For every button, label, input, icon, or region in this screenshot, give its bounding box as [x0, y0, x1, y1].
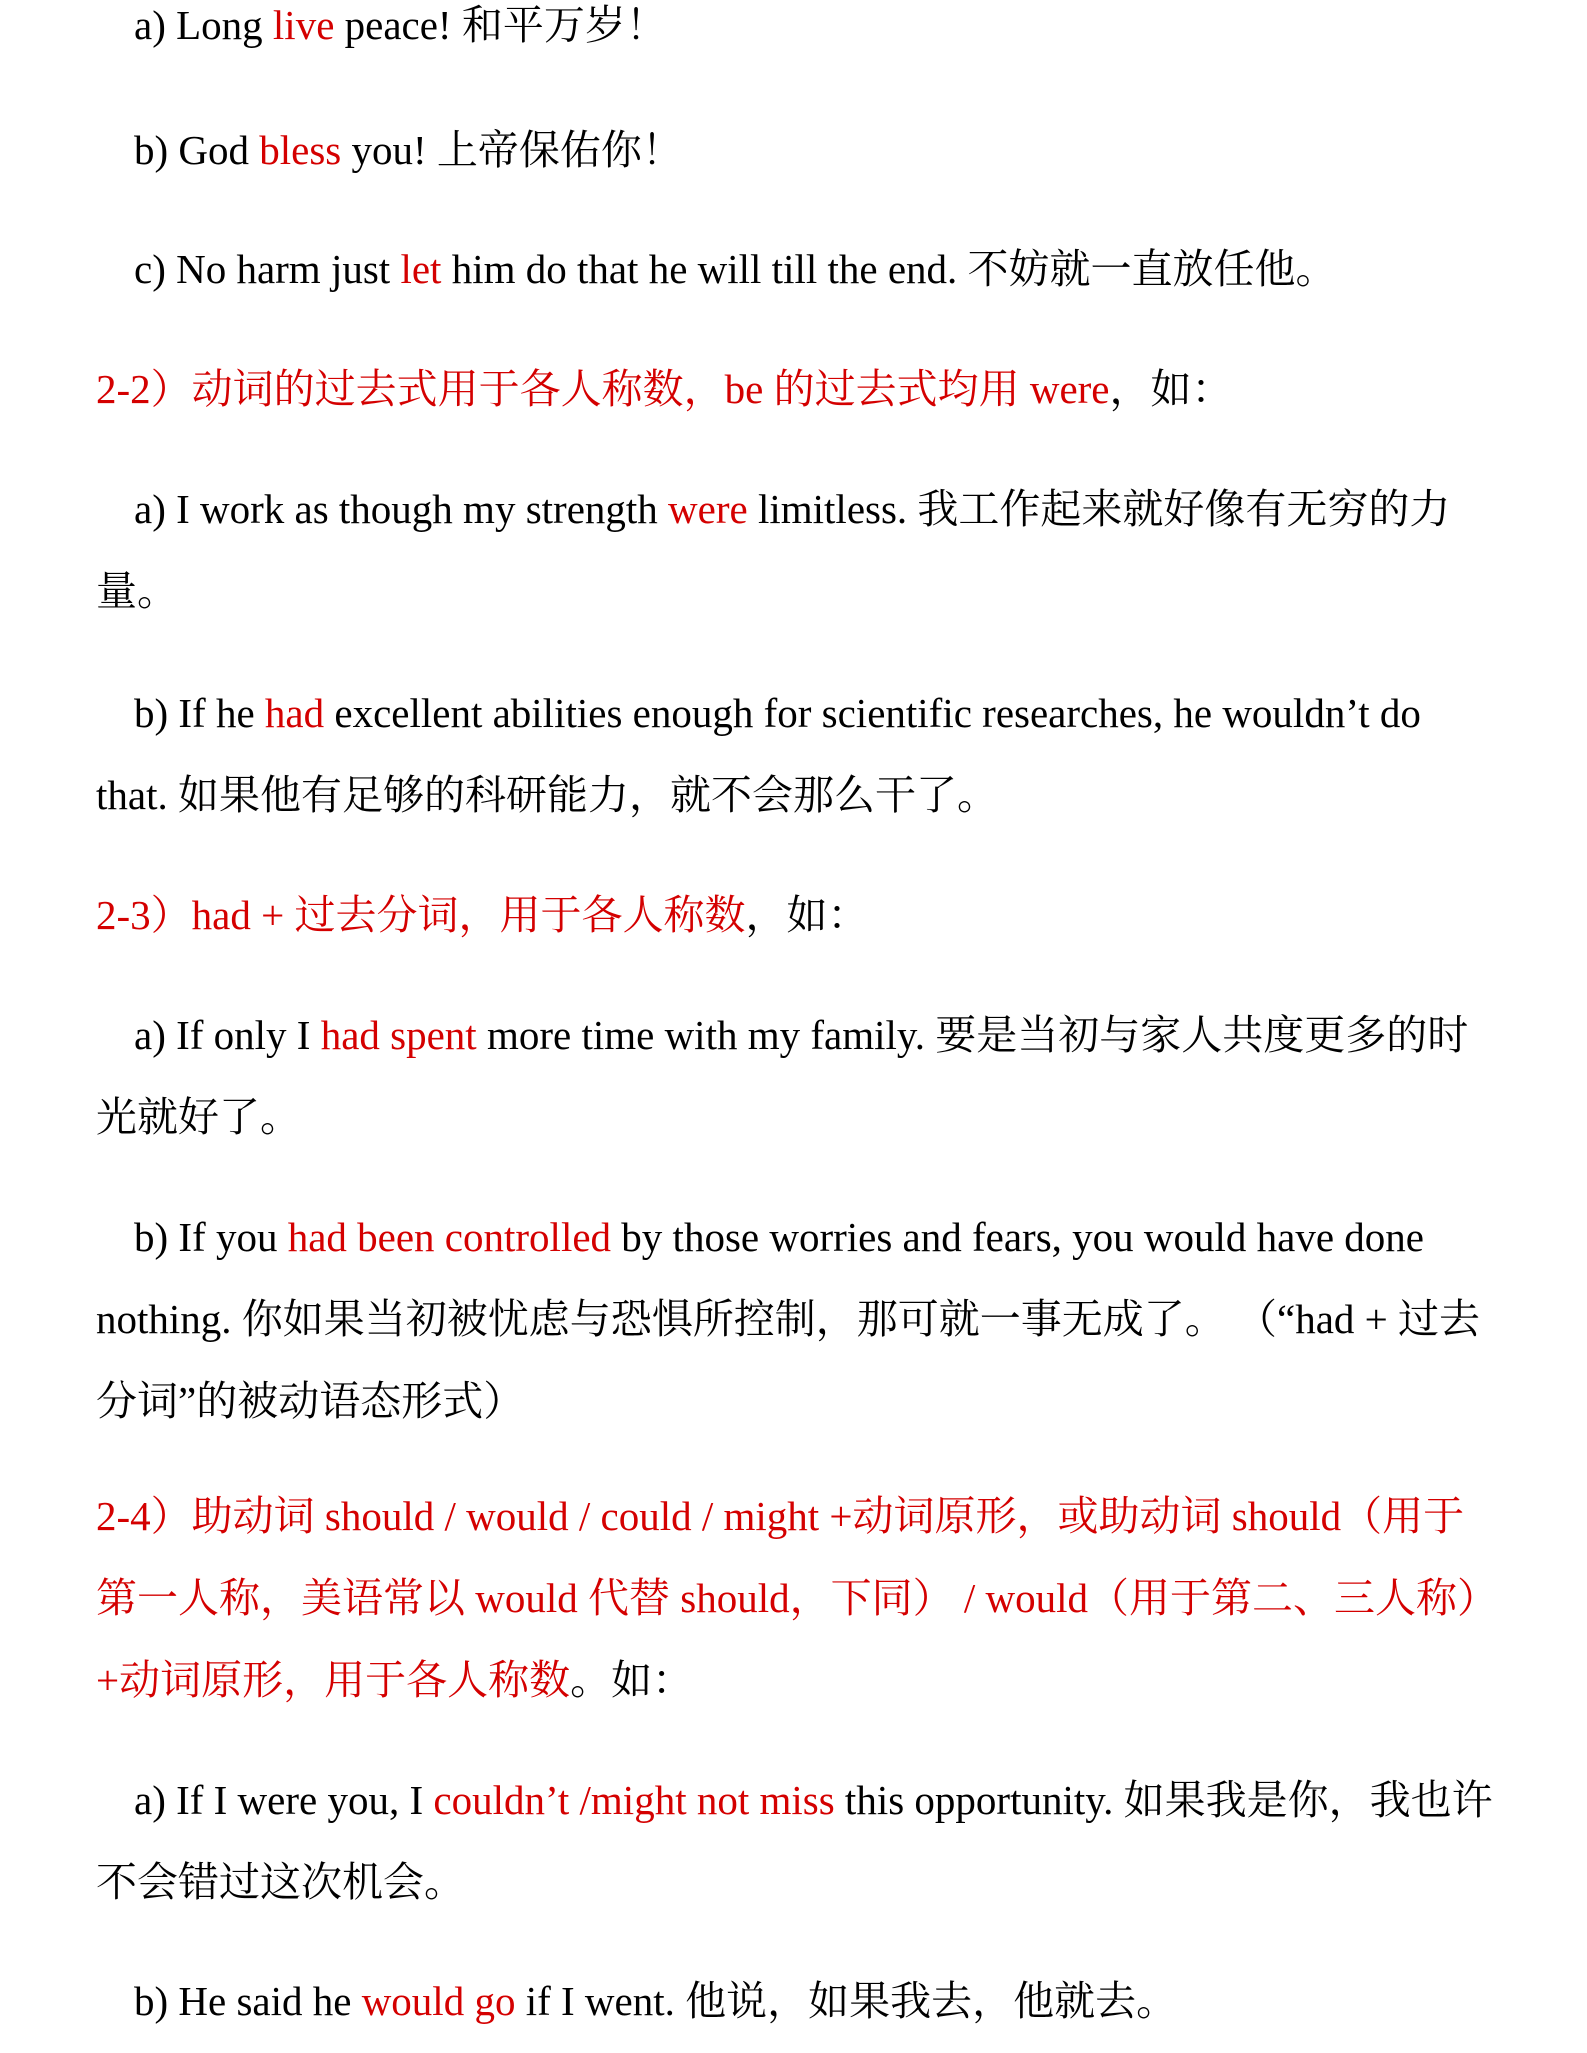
example-highlight: had been controlled: [287, 1214, 612, 1260]
example-2-4-b: [96, 1960, 1496, 2042]
section-heading-2-4: [96, 1475, 1496, 1721]
example-highlight: were: [668, 486, 748, 532]
heading-text: 2-2）动词的过去式用于各人称数，be 的过去式均用 were: [96, 366, 1110, 412]
example-text: more time with my family. 要是当初与家人共度更多的时光就好了。: [96, 1012, 1469, 1140]
example-text: you! 上帝保佑你！: [341, 127, 683, 173]
example-text: if I went. 他说，如果我去，他就去。: [515, 1978, 1178, 2024]
section-heading-2-3: [96, 874, 1496, 956]
example-text: c) No harm just: [134, 246, 401, 292]
example-text: b) If you: [134, 1214, 288, 1260]
heading-tail: 。如：: [570, 1657, 694, 1703]
example-text: excellent abilities enough for scientific researches, he wouldn’t do that. 如果他有足够的科研能力，就不会那么干了。: [96, 690, 1421, 818]
example-text: b) He said he: [134, 1978, 362, 2024]
example-text: limitless. 我工作起来就好像有无穷的力量。: [96, 486, 1451, 614]
example-2-1-c: [96, 228, 1496, 310]
example-highlight: let: [400, 246, 442, 292]
example-text: a) Long: [134, 2, 273, 48]
example-highlight: live: [272, 2, 335, 48]
section-heading-2-2: [96, 348, 1496, 430]
example-2-2-a: [96, 468, 1496, 632]
example-highlight: couldn’t /might not miss: [433, 1777, 835, 1823]
example-highlight: would go: [361, 1978, 516, 2024]
example-text: this opportunity. 如果我是你，我也许不会错过这次机会。: [96, 1777, 1493, 1905]
example-2-3-b: [96, 1196, 1496, 1442]
heading-text: 2-3）had + 过去分词，用于各人称数: [96, 892, 746, 938]
example-2-4-a: [96, 1759, 1496, 1923]
heading-tail: ，如：: [745, 892, 869, 938]
example-2-3-a: [96, 994, 1496, 1158]
example-highlight: had: [264, 690, 325, 736]
example-highlight: bless: [259, 127, 342, 173]
example-text: by those worries and fears, you would have done nothing. 你如果当初被忧虑与恐惧所控制，那可就一事无成了。 （“had + 过去分词”的被动语态形式）: [96, 1214, 1481, 1424]
example-text: b) If he: [134, 690, 265, 736]
example-text: a) If I were you, I: [134, 1777, 434, 1823]
example-highlight: had spent: [320, 1012, 477, 1058]
heading-tail: ，如：: [1109, 366, 1233, 412]
example-2-1-a: [96, 0, 1496, 66]
example-text: a) I work as though my strength: [134, 486, 669, 532]
heading-text: 2-4）助动词 should / would / could / might +动词原形，或助动词 should（用于第一人称，美语常以 would 代替 should，下同） / would（用于第二、三人称）+动词原形，用于各人称数: [96, 1493, 1478, 1703]
example-2-2-b: [96, 672, 1496, 836]
example-text: b) God: [134, 127, 260, 173]
example-text: peace! 和平万岁！: [334, 2, 667, 48]
example-2-1-b: [96, 109, 1496, 191]
example-text: him do that he will till the end. 不妨就一直放任他。: [441, 246, 1337, 292]
example-text: a) If only I: [134, 1012, 321, 1058]
